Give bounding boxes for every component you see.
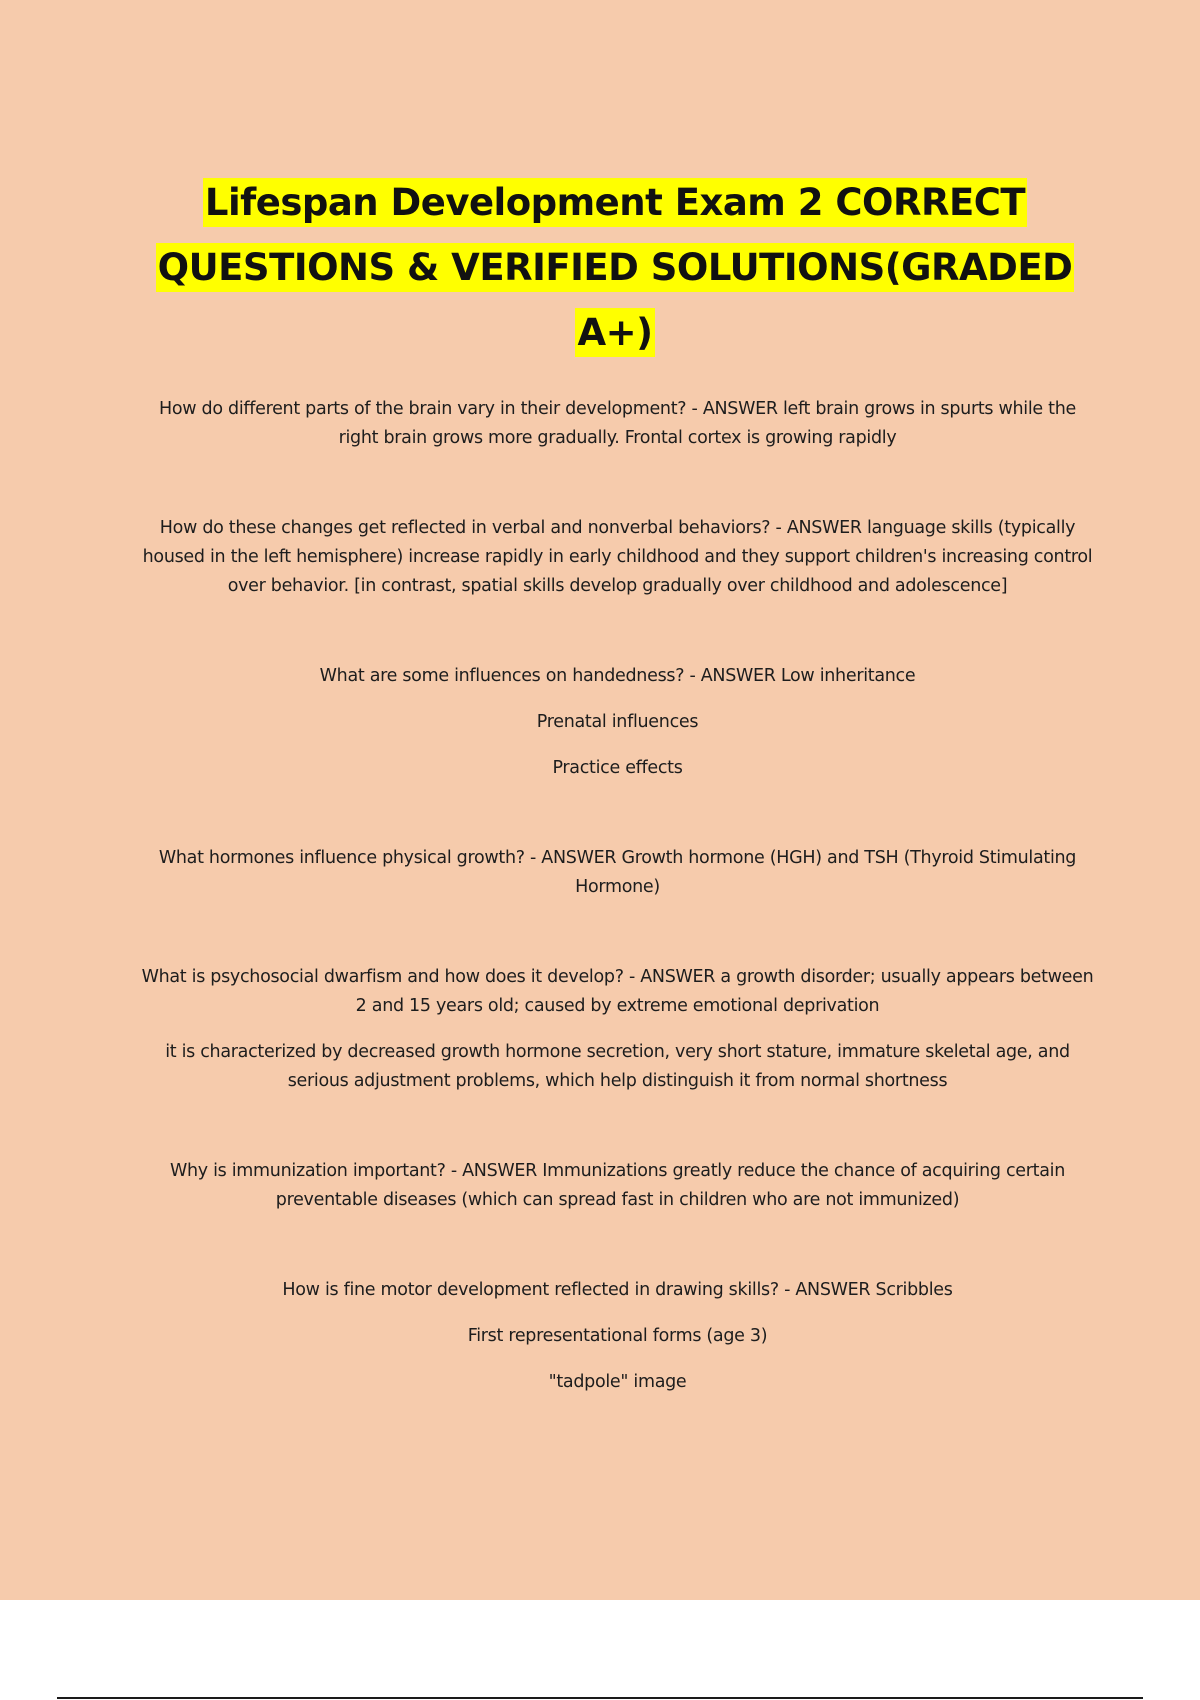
- qa-paragraph: First representational forms (age 3): [467, 1326, 768, 1346]
- qa-paragraph: What hormones influence physical growth? - ANSWER Growth hormone (HGH) and TSH (Thyroid Stimulating Hormone): [158, 848, 1077, 897]
- qa-paragraph: Why is immunization important? - ANSWER Immunizations greatly reduce the chance of acquiring certain preventable diseases (which can spread fast in children who are not immunized): [169, 1161, 1066, 1210]
- qa-item: [140, 1157, 1095, 1215]
- qa-paragraph: What is psychosocial dwarfism and how does it develop? - ANSWER a growth disorder; usually appears between 2 and 15 years old; caused by extreme emotional deprivation: [141, 967, 1094, 1016]
- title-highlight: Lifespan Development Exam 2 CORRECT QUESTIONS & VERIFIED SOLUTIONS(GRADED A+): [156, 178, 1075, 357]
- qa-paragraph: How is fine motor development reflected in drawing skills? - ANSWER Scribbles: [282, 1280, 953, 1300]
- document-title: [120, 170, 1110, 365]
- qa-paragraph: What are some influences on handedness? - ANSWER Low inheritance: [319, 666, 916, 686]
- qa-item: [140, 844, 1095, 902]
- qa-paragraph: Prenatal influences: [536, 712, 699, 732]
- qa-paragraph: How do these changes get reflected in verbal and nonverbal behaviors? - ANSWER language skills (typically housed in the left hemisphere) increase rapidly in early childhood and they support children's increasing control over behavior. [in contrast, spatial skills develop gradually over childhood and adolescence]: [142, 518, 1093, 596]
- document-body: [140, 395, 1095, 1458]
- qa-item: [140, 963, 1095, 1096]
- qa-paragraph: it is characterized by decreased growth hormone secretion, very short stature, immature skeletal age, and serious adjustment problems, which help distinguish it from normal shortness: [165, 1042, 1070, 1091]
- qa-paragraph: Practice effects: [552, 758, 683, 778]
- qa-item: [140, 662, 1095, 783]
- footer-divider: [57, 1697, 1143, 1699]
- qa-item: [140, 395, 1095, 453]
- qa-item: [140, 514, 1095, 601]
- qa-paragraph: How do different parts of the brain vary in their development? - ANSWER left brain grows in spurts while the right brain grows more gradually. Frontal cortex is growing rapidly: [159, 399, 1076, 448]
- qa-paragraph: "tadpole" image: [548, 1372, 687, 1392]
- qa-item: [140, 1276, 1095, 1397]
